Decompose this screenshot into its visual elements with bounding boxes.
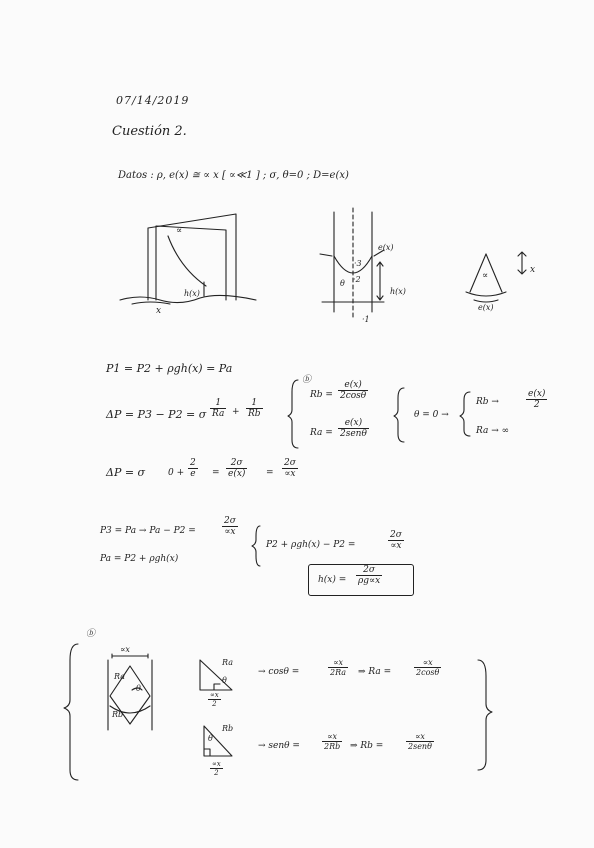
fig2-point-1: ·1 (362, 315, 370, 324)
fig2-point-2: ·2 (353, 275, 361, 284)
eq-laplace-lhs: ΔP = P3 − P2 = σ (106, 408, 207, 421)
rb-lhs: Rb = (310, 390, 333, 400)
frac-den: ρg∝x (358, 576, 381, 586)
frac-num: 2σ (224, 516, 236, 526)
eq3-inner: 0 + (168, 468, 185, 478)
frac-num: ∝x (322, 732, 342, 742)
eq4-line2: Pa = P2 + ρgh(x) (100, 554, 179, 564)
frac-den: 2 (214, 769, 219, 777)
t2-base (210, 760, 223, 777)
figure-capillary-tube (320, 208, 384, 318)
frac-den: Ra (212, 409, 225, 419)
frac-num: e(x) (338, 418, 369, 429)
relation-ra: ⇒ Ra = (358, 667, 392, 677)
ra-lhs: Ra = (310, 428, 333, 438)
givens: Datos : ρ, e(x) ≅ ∝ x [ ∝≪1 ] ; σ, θ=0 ; D=e(x) (118, 170, 349, 181)
frac-den: ∝x (224, 527, 236, 537)
frac-num: 2σ (390, 530, 402, 540)
t1-ra: Ra (222, 658, 233, 667)
eq4-line1: P3 = Pa → Pa − P2 = (100, 526, 196, 536)
frac-num: ∝x (212, 760, 221, 768)
relation-sen-fraction (322, 732, 342, 751)
relation-cos-fraction (328, 658, 348, 677)
frac-num: e(x) (338, 380, 368, 391)
brace-fig4-right (478, 660, 492, 770)
t1-theta: θ (222, 676, 227, 685)
frac-den: 2 (533, 400, 540, 410)
eq-laplace-fraction-2 (246, 398, 263, 419)
relation-rb-fraction (406, 732, 434, 751)
fig3-e-label: e(x) (478, 303, 494, 312)
figure-angle-triangle (466, 252, 526, 302)
theta-condition: θ = 0 → (414, 410, 449, 420)
frac-den: e (190, 469, 196, 479)
brace-eq2-left (288, 380, 298, 448)
fig4-alpha-x: ∝x (120, 645, 130, 654)
frac-den: ∝x (390, 541, 402, 551)
frac-den: Rb (248, 409, 261, 419)
frac-num: 2 (190, 458, 196, 468)
frac-num: 2σ (284, 458, 296, 468)
fig2-point-3: ·3 (354, 259, 362, 268)
frac-num: 1 (210, 398, 226, 409)
eq4-rhs: P2 + ρgh(x) − P2 = (266, 540, 356, 550)
fig4-rb: Rb (112, 710, 124, 719)
fig1-h-label: h(x) (184, 289, 200, 298)
question-title: Cuestión 2. (112, 124, 187, 139)
rb-fraction (338, 380, 368, 401)
fig2-h-label: h(x) (390, 287, 406, 296)
frac-den: 2senθ (340, 429, 367, 439)
eq3-equals: = (212, 468, 220, 478)
fig3-x-label: x (530, 265, 536, 275)
frac-num: ∝x (210, 691, 219, 699)
frac-num: ∝x (414, 658, 441, 668)
eq3-equals-2: = (266, 468, 274, 478)
frac-num: ∝x (406, 732, 434, 742)
brace-eq4 (252, 526, 260, 566)
plus-sign: + (232, 407, 240, 417)
t2-theta: θ (208, 734, 213, 743)
frac-den: e(x) (228, 469, 246, 479)
result-lhs: h(x) = (318, 575, 347, 585)
frac-num: 1 (246, 398, 263, 409)
brace-fig4-left (64, 644, 78, 780)
marker-b-2: ⓑ (86, 629, 96, 639)
fig3-alpha: ∝ (482, 271, 489, 281)
rb-limit-fraction (526, 389, 547, 410)
frac-den: 2cosθ (416, 668, 440, 677)
fig4-ra: Ra (114, 672, 125, 681)
fig4-theta: θ (136, 684, 141, 693)
frac-num: 2σ (226, 458, 247, 469)
eq-laplace-fraction-1 (210, 398, 226, 419)
eq-pressure-balance: P1 = P2 + ρgh(x) = Pa (106, 362, 233, 375)
frac-den: 2cosθ (340, 391, 367, 401)
eq4-line1-fraction (222, 516, 238, 537)
frac-den: 2Ra (330, 668, 347, 677)
marker-b: ⓑ (302, 375, 312, 385)
t1-base (208, 691, 221, 708)
ra-limit: Ra → ∞ (476, 426, 510, 436)
fig2-e-label: e(x) (378, 243, 394, 252)
eq3-fraction-g (226, 458, 247, 479)
result-fraction (356, 565, 382, 586)
relation-ra-fraction (414, 658, 441, 677)
frac-den: ∝x (284, 469, 296, 479)
fig1-alpha: ∝ (176, 226, 183, 236)
date: 07/14/2019 (116, 94, 190, 107)
frac-num: e(x) (528, 389, 546, 399)
brace-eq2-right (460, 392, 470, 436)
relation-sen: → senθ = (258, 741, 300, 751)
ra-fraction (338, 418, 369, 439)
t2-rb: Rb (222, 724, 234, 733)
relation-rb: ⇒ Rb = (350, 741, 384, 751)
relation-cos: → cosθ = (258, 667, 300, 677)
rb-limit: Rb → (476, 397, 499, 407)
eq4-rhs-fraction (388, 530, 404, 551)
eq3-fraction-h (282, 458, 298, 479)
eq3-fraction-f (188, 458, 198, 479)
frac-den: 2 (212, 700, 217, 708)
frac-den: 2Rb (324, 742, 341, 751)
frac-den: 2senθ (408, 742, 432, 751)
frac-num: 2σ (356, 565, 382, 576)
eq3-lhs: ΔP = σ (106, 466, 146, 479)
brace-eq2-mid (394, 388, 404, 442)
fig1-x-label: x (156, 306, 162, 316)
fig2-theta: θ (340, 279, 345, 288)
frac-num: ∝x (328, 658, 348, 668)
